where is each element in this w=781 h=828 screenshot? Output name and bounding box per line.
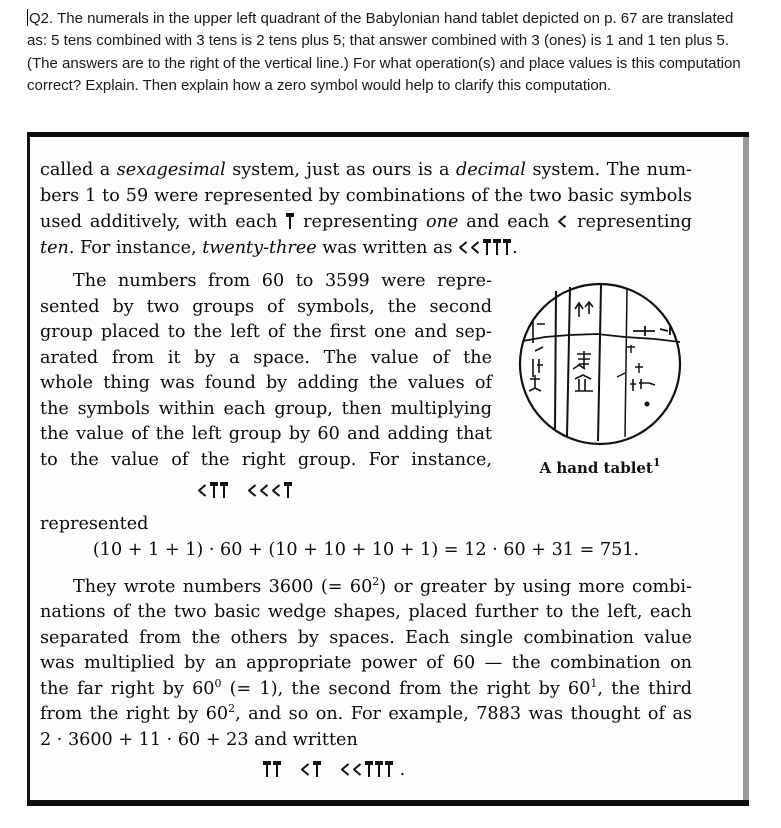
p2-line-3: group placed to the left of the first one and sep- <box>40 322 492 342</box>
p3-line-6: from the right by $60^2$, and so on. For example, 7883 was thought of as <box>40 702 692 724</box>
text-cursor <box>27 9 28 26</box>
page-right-shadow <box>743 137 749 800</box>
p2-line-6: the symbols within each group, then multiplying <box>40 399 492 419</box>
p1-line-1: called a sexagesimal system, just as ours is a decimal system. The num- <box>40 160 692 180</box>
p1-line-3: used additively, with each representing one and each representing <box>40 212 693 232</box>
cuneiform-751-example <box>197 478 397 504</box>
p3-line-1: They wrote numbers 3600 (= $60^2$) or greater by using more combi- <box>73 575 692 597</box>
hand-tablet-drawing <box>515 279 685 449</box>
p3-line-3: separated from the others by spaces. Each single combination value <box>40 628 692 648</box>
p2-line-5: whole thing was found by adding the values of <box>40 373 492 393</box>
cuneiform-twenty-three <box>458 238 512 258</box>
p3-line-4: was multiplied by an appropriate power of 60 — the combination on <box>40 653 692 673</box>
p2-line-4: arated from it by a space. The value of the <box>40 348 492 368</box>
p2-line-1: The numbers from 60 to 3599 were repre- <box>73 271 492 291</box>
p3-line-5: the far right by $60^0$ (= 1), the second from the right by $60^1$, the third <box>40 677 692 699</box>
cuneiform-ten-symbol <box>558 213 568 229</box>
p1-line-4: ten. For instance, twenty-three was written as . <box>40 238 518 258</box>
textbook-page-scan <box>27 132 749 806</box>
represented-label: represented <box>40 514 149 534</box>
p2-line-2: sented by two groups of symbols, the second <box>40 297 492 317</box>
p2-line-8: to the value of the right group. For instance, <box>40 450 492 470</box>
figure-caption: A hand tablet$^1$ <box>539 456 661 477</box>
p2-line-7: the value of the left group by 60 and adding that <box>40 424 492 444</box>
hand-tablet-figure <box>510 279 690 479</box>
p1-line-2: bers 1 to 59 were represented by combinations of the two basic symbols <box>40 186 692 206</box>
equation-751: (10 + 1 + 1) · 60 + (10 + 10 + 10 + 1) = 12 · 60 + 31 = 751. <box>92 540 640 560</box>
p3-line-7: 2 · 3600 + 11 · 60 + 23 and written <box>40 730 358 750</box>
page-left-edge <box>27 137 30 800</box>
question-text: Q2. The numerals in the upper left quadrant of the Babylonian hand tablet depicted on p. 67 are translated as: 5 tens combined with 3 tens is 2 tens plus 5; that answer combined with 3 (ones) is 1 and 1 ten plus 5. (The answers are to the right of the vertical line.) For what operation(s) and place values is this computation correct? Explain. Then explain how a zero symbol would help to clarify this computation. <box>27 10 741 95</box>
cuneiform-one-symbol <box>286 213 294 229</box>
cuneiform-7883-example: . <box>262 757 522 783</box>
p3-line-2: nations of the two basic wedge shapes, placed further to the left, each <box>40 602 692 622</box>
